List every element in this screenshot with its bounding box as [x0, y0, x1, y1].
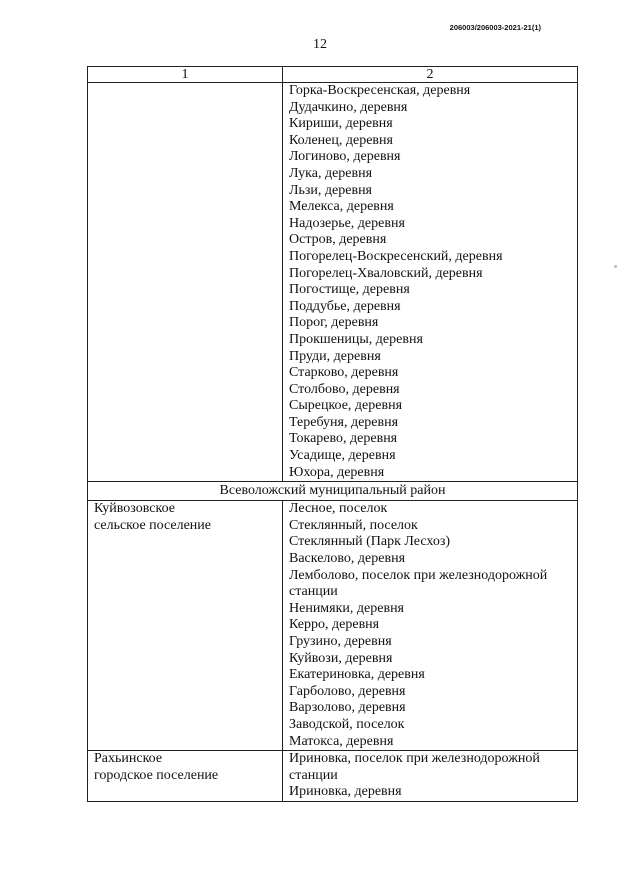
table-row — [88, 751, 578, 802]
list-item: Гарболово, деревня — [289, 683, 406, 699]
list-item: Лемболово, поселок при железнодорожной станции — [289, 567, 548, 600]
settlements-cell — [283, 83, 578, 482]
list-item: Пруди, деревня — [289, 348, 381, 364]
list-item: Коленец, деревня — [289, 132, 393, 148]
list-item: Куйвози, деревня — [289, 650, 393, 666]
list-item: Грузино, деревня — [289, 634, 392, 649]
list-item: Погостище, деревня — [289, 282, 410, 298]
list-item: Лука, деревня — [289, 165, 373, 181]
list-item: Васкелово, деревня — [289, 551, 406, 567]
list-item: Теребуня, деревня — [289, 414, 399, 430]
municipality-cell — [88, 501, 283, 751]
list-item: Горка-Воскресенская, деревня — [289, 83, 471, 98]
list-item: Ненимяки, деревня — [289, 600, 404, 616]
list-item: Керро, деревня — [289, 617, 380, 633]
column-header-1: 1 — [88, 67, 283, 83]
list-item: Заводской, поселок — [289, 716, 405, 732]
list-item: Погорелец-Воскресенский, деревня — [289, 248, 503, 264]
list-item: Льзи, деревня — [289, 182, 372, 198]
list-item: Сырецкое, деревня — [289, 398, 403, 414]
settlements-table — [87, 66, 578, 802]
list-item: Токарево, деревня — [289, 431, 398, 447]
settlements-cell — [283, 501, 578, 751]
list-item: Варзолово, деревня — [289, 700, 406, 716]
list-item: Стеклянный, поселок — [289, 517, 418, 533]
list-item: Логиново, деревня — [289, 149, 401, 165]
column-header-2: 2 — [283, 67, 578, 83]
list-item: Дудачкино, деревня — [289, 99, 408, 115]
municipality-name: Рахьинское — [94, 751, 163, 767]
list-item: Прокшеницы, деревня — [289, 331, 423, 347]
district-heading: Всеволожский муниципальный район — [88, 482, 578, 501]
municipality-type: сельское поселение — [94, 517, 211, 533]
municipality-cell — [88, 83, 283, 482]
list-item: Надозерье, деревня — [289, 215, 405, 231]
list-item: Матокса, деревня — [289, 733, 394, 749]
list-item: Стеклянный (Парк Лесхоз) — [289, 534, 451, 550]
district-row — [88, 482, 578, 501]
table-row — [88, 501, 578, 751]
settlements-cell — [283, 751, 578, 802]
list-item: Погорелец-Хваловский, деревня — [289, 265, 483, 281]
list-item: Кириши, деревня — [289, 116, 393, 132]
table-row — [88, 83, 578, 482]
list-item: Ириновка, поселок при железнодорожной станции — [289, 751, 540, 783]
document-id: 206003/206003-2021-21(1) — [449, 23, 541, 32]
municipality-type: городское поселение — [94, 767, 219, 783]
list-item: Остров, деревня — [289, 232, 387, 248]
municipality-cell — [88, 751, 283, 802]
table-header-row — [88, 67, 578, 83]
municipality-name: Куйвозовское — [94, 501, 175, 517]
list-item: Старково, деревня — [289, 365, 399, 381]
page-number: 12 — [313, 37, 327, 52]
list-item: Усадище, деревня — [289, 448, 396, 464]
list-item: Ириновка, деревня — [289, 784, 402, 800]
list-item: Лесное, поселок — [289, 501, 388, 517]
list-item: Юхора, деревня — [289, 464, 385, 480]
list-item: Поддубье, деревня — [289, 298, 401, 314]
list-item: Екатериновка, деревня — [289, 667, 425, 683]
list-item: Порог, деревня — [289, 315, 379, 331]
list-item: Мелекса, деревня — [289, 199, 394, 215]
list-item: Столбово, деревня — [289, 381, 400, 397]
scan-speck — [614, 265, 617, 268]
